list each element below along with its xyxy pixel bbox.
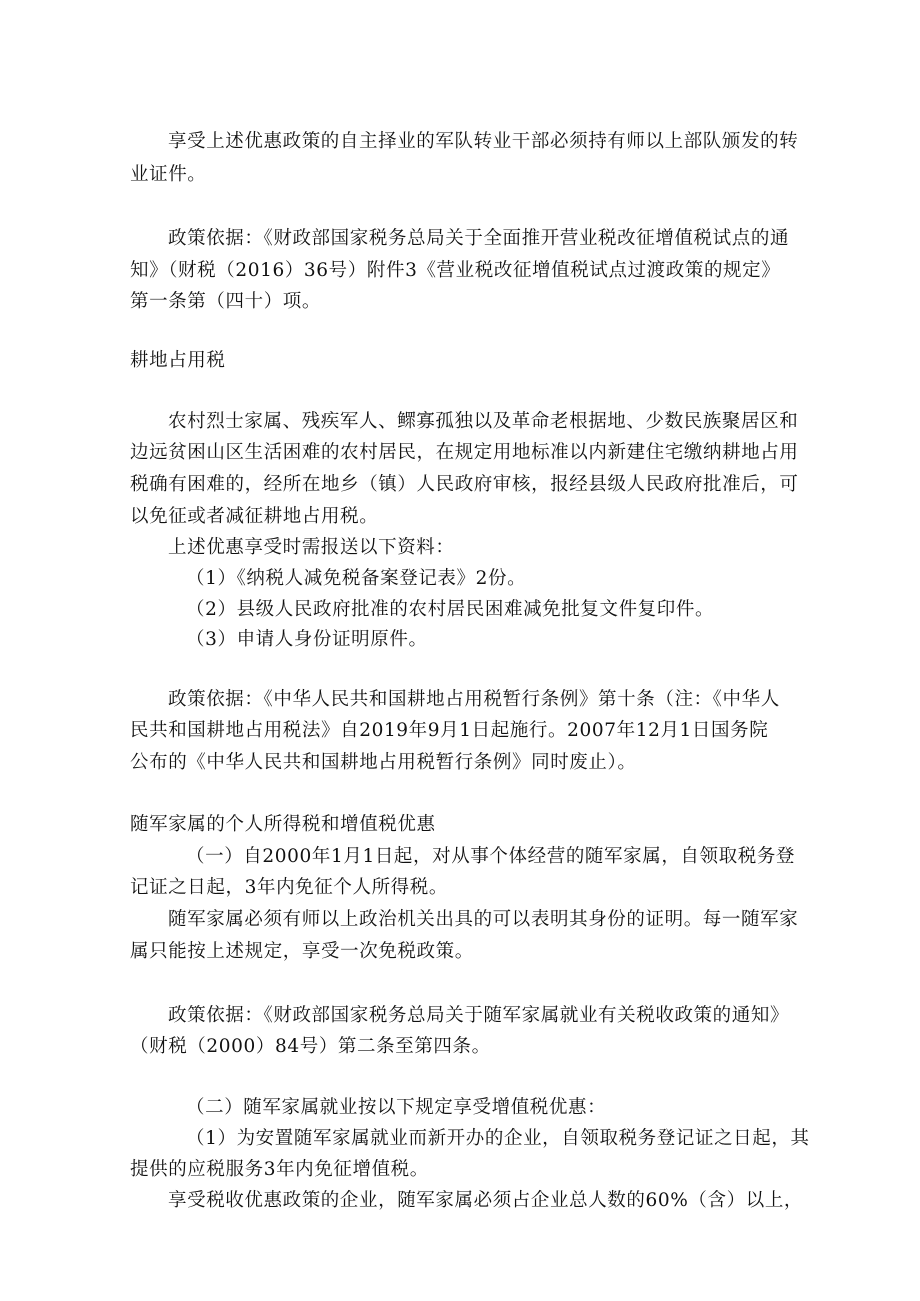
paragraph-line: 享受税收优惠政策的企业，随军家属必须占企业总人数的60%（含）以上， [168, 1190, 804, 1211]
paragraph-line: 享受上述优惠政策的自主择业的军队转业干部必须持有师以上部队颁发的转 [168, 131, 799, 152]
section-heading: 随军家属的个人所得税和增值税优惠 [130, 814, 436, 835]
policy-basis-line: 政策依据：《财政部国家税务总局关于全面推开营业税改征增值税试点的通 [168, 228, 790, 249]
section-heading: 耕地占用税 [130, 350, 226, 371]
paragraph-line: （二）随军家属就业按以下规定享受增值税优惠： [186, 1097, 607, 1118]
list-item: （2）县级人民政府批准的农村居民困难减免批复文件复印件。 [186, 599, 715, 620]
paragraph-line: 以免征或者减征耕地占用税。 [130, 506, 379, 527]
paragraph-line: 随军家属必须有师以上政治机关出具的可以表明其身份的证明。每一随军家 [168, 909, 799, 930]
list-item: （3）申请人身份证明原件。 [186, 629, 428, 650]
policy-basis-line: 知》（财税（2016）36号）附件3《营业税改征增值税试点过渡政策的规定》 [130, 260, 781, 281]
paragraph-line: 记证之日起，3年内免征个人所得税。 [130, 877, 448, 898]
paragraph-line: 属只能按上述规定，享受一次免税政策。 [130, 941, 474, 962]
list-item: （1）《纳税人减免税备案登记表》2份。 [186, 568, 527, 589]
list-item: （1）为安置随军家属就业而新开办的企业，自领取税务登记证之日起，其 [186, 1128, 810, 1149]
paragraph-line: 业证件。 [130, 164, 207, 185]
paragraph-line: 上述优惠享受时需报送以下资料： [168, 537, 455, 558]
policy-basis-line: 民共和国耕地占用税法》自2019年9月1日起施行。2007年12月1日国务院 [130, 720, 769, 741]
paragraph-line: 提供的应税服务3年内免征增值税。 [130, 1159, 429, 1180]
policy-basis-line: 第一条第（四十）项。 [130, 291, 322, 312]
paragraph-line: 边远贫困山区生活困难的农村居民，在规定用地标准以内新建住宅缴纳耕地占用 [130, 442, 799, 463]
paragraph-line: 税确有困难的，经所在地乡（镇）人民政府审核，报经县级人民政府批准后，可 [130, 474, 799, 495]
policy-basis-line: 公布的《中华人民共和国耕地占用税暂行条例》同时废止）。 [130, 752, 637, 773]
policy-basis-line: 政策依据：《中华人民共和国耕地占用税暂行条例》第十条（注：《中华人 [168, 689, 780, 710]
paragraph-line: （一）自2000年1月1日起，对从事个体经营的随军家属，自领取税务登 [186, 846, 796, 867]
paragraph-line: 农村烈士家属、残疾军人、鳏寡孤独以及革命老根据地、少数民族聚居区和 [168, 411, 799, 432]
policy-basis-line: 政策依据：《财政部国家税务总局关于随军家属就业有关税收政策的通知》 [168, 1005, 790, 1026]
policy-basis-line: （财税（2000）84号）第二条至第四条。 [130, 1036, 491, 1057]
